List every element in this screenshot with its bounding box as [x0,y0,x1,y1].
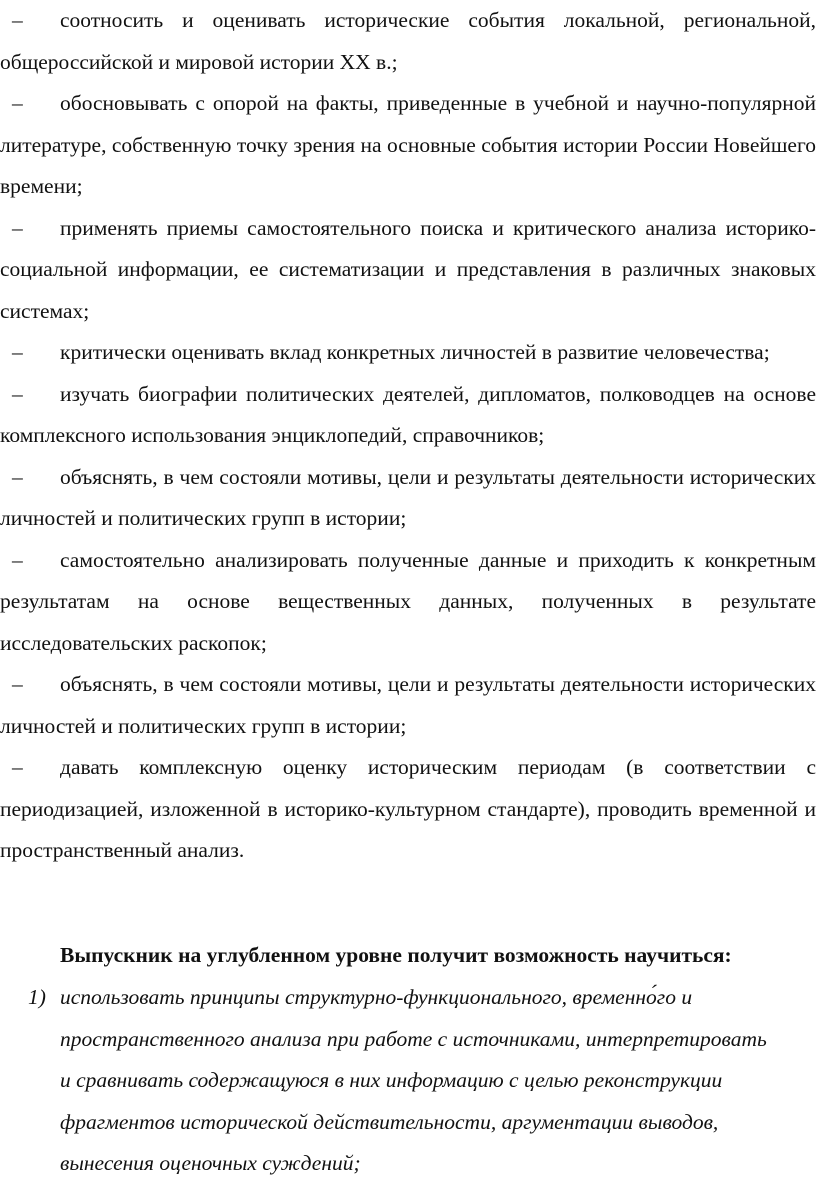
list-item-text: соотносить и оценивать исторические события локальной, региональной, общероссийской и мировой истории XX в.; [0,8,816,74]
dash-marker: – [12,8,23,32]
list-item-text: самостоятельно анализировать полученные данные и приходить к конкретным результатам на основе вещественных данных, полученных в результате исследовательских раскопок; [0,547,816,655]
list-item [0,83,816,208]
dash-marker: – [12,381,23,406]
item-number: 1) [28,985,46,1009]
list-item-text: критически оценивать вклад конкретных личностей в развитие человечества; [60,340,770,364]
dash-marker: – [12,672,23,696]
list-item-text: обосновывать с опорой на факты, приведенные в учебной и научно-популярной литературе, собственную точку зрения на основные события истории России Новейшего времени; [0,91,816,198]
dash-marker: – [12,215,23,240]
list-item [0,208,816,333]
dash-marker: – [12,91,23,115]
list-item-text: объяснять, в чем состояли мотивы, цели и результаты деятельности исторических личностей и политических групп в истории; [0,672,816,738]
list-item-text: изучать биографии политических деятелей, дипломатов, полководцев на основе комплексного использования энциклопедий, справочников; [0,381,816,447]
section-heading: Выпускник на углубленном уровне получит возможность научиться: [60,943,732,967]
list-item [0,457,816,540]
list-item [0,540,816,665]
list-item [0,664,816,747]
dash-marker: – [12,547,23,572]
list-item-text: объяснять, в чем состояли мотивы, цели и результаты деятельности исторических личностей и политических групп в истории; [0,464,816,530]
list-item [0,374,816,457]
list-item [0,0,816,83]
list-item [0,747,816,872]
dash-marker: – [12,464,23,489]
list-item-text: применять приемы самостоятельного поиска и критического анализа историко-социальной информации, ее систематизации и представления в различных знаковых системах; [0,215,816,323]
numbered-list [0,977,816,1185]
list-item-text: давать комплексную оценку историческим периодам (в соответствии с периодизацией, изложенной в историко-культурном стандарте), проводить временной и пространственный анализ. [0,755,816,862]
dash-marker: – [12,755,23,779]
numbered-item-text: использовать принципы структурно-функционального, временно́го и пространственного анализа при работе с источниками, интерпретировать и сравнивать содержащуюся в них информацию с целью реконструкции фрагментов исторической действительности, аргументации выводов, вынесения оценочных суждений; [60,985,767,1175]
numbered-item [0,977,816,1185]
dash-marker: – [12,340,23,364]
list-item [0,332,816,374]
